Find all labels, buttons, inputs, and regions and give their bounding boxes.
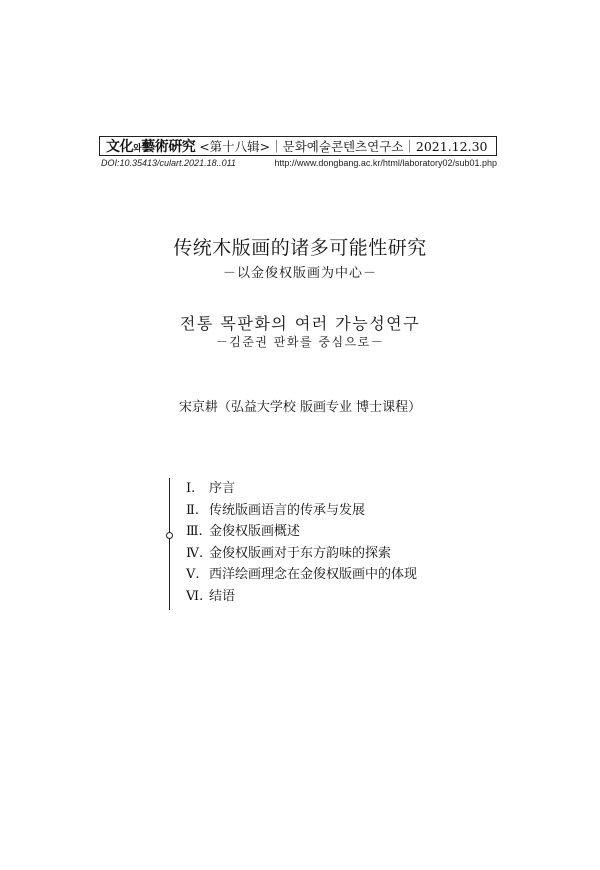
journal-info: <第十八辑>｜문화예술콘텐츠연구소｜2021.12.30 <box>199 139 488 154</box>
table-of-contents <box>169 478 417 610</box>
toc-number: Ⅰ. <box>186 481 196 496</box>
toc-item <box>186 478 417 500</box>
toc-label: 金俊权版画对于东方韵味的探索 <box>209 545 392 561</box>
logo-part-3: 藝術硏究 <box>141 139 196 155</box>
toc-number: Ⅱ. <box>186 502 199 518</box>
logo-part-2: 와 <box>133 144 142 154</box>
toc-number: Ⅲ. <box>186 524 203 540</box>
logo-part-1: 文化 <box>106 139 133 155</box>
toc-marker-dot <box>166 532 173 539</box>
title-chinese: 传统木版画的诸多可能性研究 <box>173 237 427 259</box>
toc-item <box>186 543 417 565</box>
toc-label: 西洋绘画理念在金俊权版画中的体现 <box>209 567 418 583</box>
subtitle-korean: －김준권 판화를 중심으로－ <box>215 335 385 349</box>
toc-number: Ⅴ. <box>186 567 200 583</box>
toc-label: 传统版画语言的传承与发展 <box>209 502 366 518</box>
doi: DOI:10.35413/culart.2021.18..011 <box>101 158 236 168</box>
title-korean: 전통 목판화의 여러 가능성연구 <box>179 314 421 333</box>
toc-label: 金俊权版画概述 <box>209 524 301 540</box>
toc-item <box>186 521 417 543</box>
subtitle-chinese: －以金俊权版画为中心－ <box>222 266 377 281</box>
toc-item <box>186 586 417 608</box>
journal-logo <box>106 136 195 156</box>
toc-number: Ⅵ. <box>186 588 204 604</box>
toc-item <box>186 500 417 522</box>
meta-row <box>101 158 497 168</box>
journal-url[interactable]: http://www.dongbang.ac.kr/html/laboratory02/sub01.php <box>274 158 497 168</box>
toc-label: 结语 <box>209 588 236 604</box>
author: 宋京耕（弘益大学校 版画专业 博士课程） <box>178 400 422 415</box>
journal-header <box>99 136 497 156</box>
toc-item <box>186 564 417 586</box>
toc-number: Ⅳ. <box>186 545 204 561</box>
toc-label: 序言 <box>209 481 236 496</box>
